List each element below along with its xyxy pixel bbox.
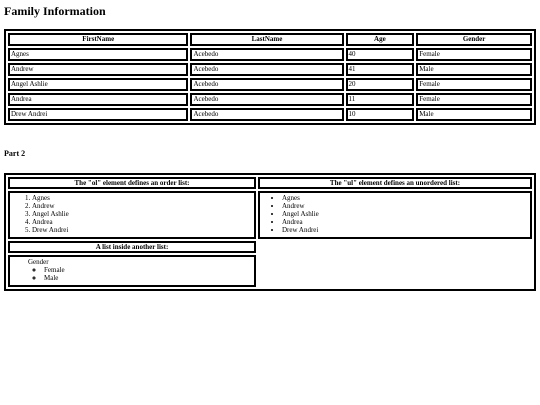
nested-outer-list — [10, 258, 254, 282]
list-item: 1. Agnes — [32, 194, 254, 202]
cell-lastname: Acebedo — [190, 93, 343, 106]
list-item: 5. Drew Andrei — [32, 226, 254, 234]
cell-gender: Male — [416, 108, 532, 121]
ol-header: The "ol" element defines an order list: — [8, 177, 256, 189]
column-header-age: Age — [346, 33, 415, 46]
ordered-list — [10, 194, 254, 234]
cell-lastname: Acebedo — [190, 108, 343, 121]
nested-cell — [8, 241, 256, 287]
ul-box — [258, 191, 532, 239]
table-row — [8, 93, 532, 106]
cell-age: 40 — [346, 48, 415, 61]
cell-firstname: Agnes — [8, 48, 188, 61]
cell-lastname: Acebedo — [190, 78, 343, 91]
column-header-gender: Gender — [416, 33, 532, 46]
list-item: • Angel Ashlie — [282, 210, 530, 218]
cell-gender: Female — [416, 48, 532, 61]
table-row — [8, 63, 532, 76]
ul-header: The "ul" element defines an unordered list: — [258, 177, 532, 189]
empty-cell — [258, 241, 532, 287]
nested-box — [8, 255, 256, 287]
nested-parent-label: Gender — [28, 258, 49, 266]
cell-firstname: Drew Andrei — [8, 108, 188, 121]
cell-lastname: Acebedo — [190, 63, 343, 76]
list-item: ◦ Female — [44, 266, 254, 274]
list-item: • Agnes — [282, 194, 530, 202]
list-item: 3. Angel Ashlie — [32, 210, 254, 218]
cell-gender: Female — [416, 78, 532, 91]
unordered-list — [260, 194, 530, 234]
section-title-part2: Part 2 — [4, 149, 26, 158]
column-header-firstname: FirstName — [8, 33, 188, 46]
ol-box — [8, 191, 256, 239]
column-header-lastname: LastName — [190, 33, 343, 46]
lists-table — [4, 173, 536, 291]
ol-cell — [8, 177, 256, 239]
table-header-row — [8, 33, 532, 46]
list-item: • Andrea — [282, 218, 530, 226]
table-row — [8, 78, 532, 91]
ul-cell — [258, 177, 532, 239]
cell-gender: Male — [416, 63, 532, 76]
table-row — [8, 48, 532, 61]
cell-lastname: Acebedo — [190, 48, 343, 61]
list-item: 4. Andrea — [32, 218, 254, 226]
list-item: • Drew Andrei — [282, 226, 530, 234]
nested-list-item — [28, 258, 254, 282]
table-row — [8, 108, 532, 121]
cell-gender: Female — [416, 93, 532, 106]
list-item: 2. Andrew — [32, 202, 254, 210]
cell-firstname: Andrea — [8, 93, 188, 106]
nested-header: A list inside another list: — [8, 241, 256, 253]
cell-age: 41 — [346, 63, 415, 76]
page-title: Family Information — [4, 4, 106, 18]
list-item: • Andrew — [282, 202, 530, 210]
list-item: ◦ Male — [44, 274, 254, 282]
cell-age: 20 — [346, 78, 415, 91]
cell-firstname: Angel Ashlie — [8, 78, 188, 91]
nested-inner-list — [28, 266, 254, 282]
cell-age: 10 — [346, 108, 415, 121]
cell-firstname: Andrew — [8, 63, 188, 76]
cell-age: 11 — [346, 93, 415, 106]
family-table — [4, 29, 536, 125]
